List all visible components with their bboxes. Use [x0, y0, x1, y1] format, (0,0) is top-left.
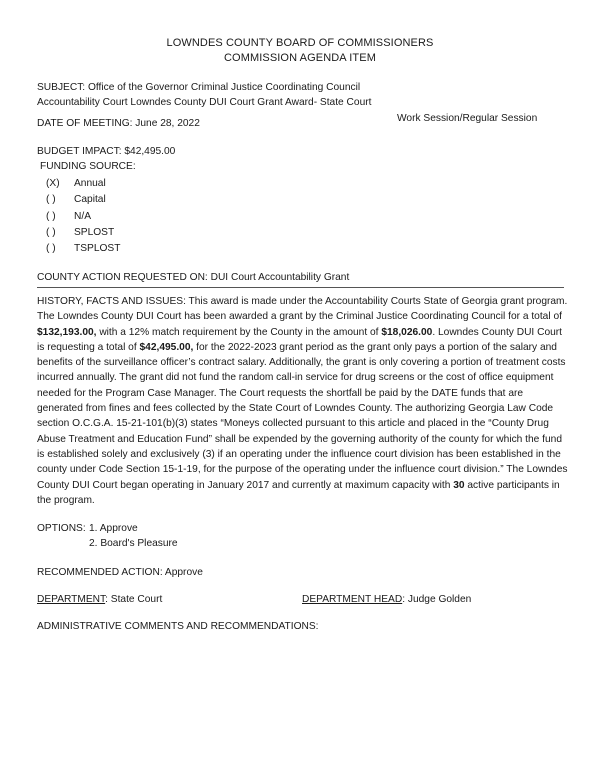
- department-head-label: DEPARTMENT HEAD: [302, 594, 403, 605]
- match-amount: $18,026.00: [381, 326, 433, 338]
- subject-line-1: SUBJECT: Office of the Governor Criminal Justice Coordinating Council: [37, 82, 361, 93]
- administrative-comments: ADMINISTRATIVE COMMENTS AND RECOMMENDATIONS:: [37, 621, 319, 632]
- department: [37, 594, 162, 605]
- history-facts-issues: HISTORY, FACTS AND ISSUES: This award is made under the Accountability Courts State of Georgia grant program. The Lowndes County DUI Court has been awarded a grant by the Criminal Justice Coordinating Council for a total of $132,193.00, with a 12% match requirement by the County in the amount of $18,026.00. Lowndes County DUI Court is requesting a total of $42,495.00, for the 2022-2023 grant period as the grant only pays a portion of the salary and benefits of the surveillance officer’s contract salary. Additionally, the grant is only covering a portion of treatment costs incurred annually. The grant did not fund the random call-in service for drug screens or the cost of office equipment needed for the Program Case Manager. The Court requests the shortfall be paid by the DATE funds that are generated from fines and fees collected by the State Court of Lowndes County. The authorizing Georgia Law Code section O.C.G.A. 15-21-101(b)(3) states “Moneys collected pursuant to this article and placed in the “County Drug Abuse Treatment and Education Fund” shall be expended by the governing authority of the county for which the fund is established solely and exclusively (3) if an operating under the influence court division has been established in the county under Code Section 15-1-19, for the purpose of the operating under the influence court division.” The Lowndes County DUI Court began operating in January 2017 and currently at maximum capacity with 30 active participants in the program.: [37, 296, 568, 506]
- department-head-value: : Judge Golden: [402, 594, 472, 605]
- department-label: DEPARTMENT: [37, 594, 106, 605]
- department-value: : State Court: [105, 594, 163, 605]
- session-type: Work Session/Regular Session: [397, 113, 538, 124]
- department-head: [302, 594, 471, 605]
- participant-count: 30: [453, 479, 465, 491]
- funding-source-annual: (X) Annual: [46, 178, 106, 189]
- option-approve: 1. Approve: [89, 523, 138, 534]
- meeting-date: DATE OF MEETING: June 28, 2022: [37, 118, 200, 129]
- checkbox-mark: ( ): [46, 243, 56, 254]
- options-label: OPTIONS:: [37, 523, 86, 534]
- funding-source-capital: ( ) Capital: [46, 194, 106, 205]
- funding-source-label: FUNDING SOURCE:: [40, 161, 136, 172]
- subject-line-2: Accountability Court Lowndes County DUI Court Grant Award- State Court: [37, 97, 372, 108]
- agenda-item-title: COMMISSION AGENDA ITEM: [224, 52, 376, 64]
- funding-source-tsplost: ( ) TSPLOST: [46, 243, 121, 254]
- checkbox-mark: ( ): [46, 227, 56, 238]
- section-divider: [37, 287, 564, 288]
- county-action-requested: COUNTY ACTION REQUESTED ON: DUI Court Accountability Grant: [37, 272, 350, 283]
- funding-source-splost: ( ) SPLOST: [46, 227, 115, 238]
- funding-source-na: ( ) N/A: [46, 211, 91, 222]
- checkbox-mark: ( ): [46, 194, 56, 205]
- checkbox-mark: (X): [46, 178, 60, 189]
- option-boards-pleasure: 2. Board's Pleasure: [89, 538, 178, 549]
- requested-amount: $42,495.00,: [139, 341, 194, 353]
- grant-total-amount: $132,193.00,: [37, 326, 97, 338]
- checkbox-mark: ( ): [46, 211, 56, 222]
- board-title: LOWNDES COUNTY BOARD OF COMMISSIONERS: [166, 37, 434, 49]
- recommended-action: RECOMMENDED ACTION: Approve: [37, 567, 203, 578]
- budget-impact: BUDGET IMPACT: $42,495.00: [37, 146, 176, 157]
